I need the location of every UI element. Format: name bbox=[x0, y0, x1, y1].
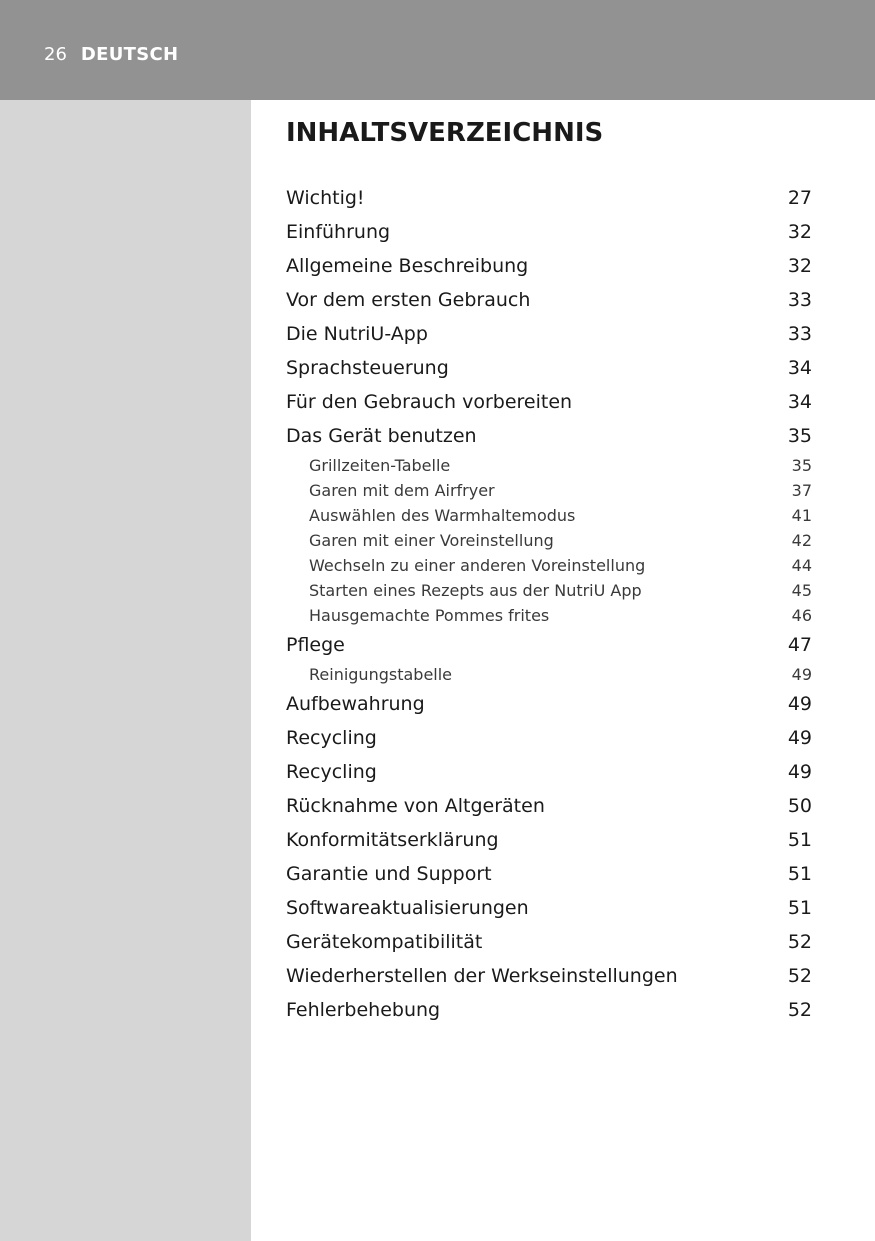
toc-entry[interactable] bbox=[286, 283, 812, 317]
toc-entry-title: Aufbewahrung bbox=[286, 693, 425, 715]
toc-entry-page: 51 bbox=[787, 863, 812, 885]
toc-entry-page: 52 bbox=[787, 999, 812, 1021]
toc-list bbox=[286, 181, 812, 1027]
toc-entry-page: 49 bbox=[787, 693, 812, 715]
toc-entry-page: 32 bbox=[787, 255, 812, 277]
toc-subentry[interactable] bbox=[286, 453, 812, 478]
toc-entry-page: 35 bbox=[787, 425, 812, 447]
toc-entry-title: Garen mit einer Voreinstellung bbox=[309, 531, 554, 550]
side-panel bbox=[0, 100, 251, 1241]
toc-entry[interactable] bbox=[286, 249, 812, 283]
toc-entry-title: Grillzeiten-Tabelle bbox=[309, 456, 451, 475]
toc-entry-title: Einführung bbox=[286, 221, 391, 243]
toc-entry[interactable] bbox=[286, 993, 812, 1027]
toc-subentry[interactable] bbox=[286, 553, 812, 578]
toc-entry-page: 42 bbox=[791, 531, 812, 550]
toc-entry[interactable] bbox=[286, 721, 812, 755]
toc-entry-title: Wechseln zu einer anderen Voreinstellung bbox=[309, 556, 646, 575]
toc-title: INHALTSVERZEICHNIS bbox=[286, 118, 604, 148]
toc-entry-title: Recycling bbox=[286, 727, 377, 749]
toc-entry-page: 34 bbox=[787, 357, 812, 379]
toc-entry-title: Garen mit dem Airfryer bbox=[309, 481, 495, 500]
toc-entry[interactable] bbox=[286, 823, 812, 857]
toc-entry-page: 46 bbox=[791, 606, 812, 625]
toc-entry[interactable] bbox=[286, 687, 812, 721]
toc-entry-page: 32 bbox=[787, 221, 812, 243]
toc-entry-page: 52 bbox=[787, 965, 812, 987]
toc-entry-page: 35 bbox=[791, 456, 812, 475]
table-of-contents bbox=[286, 113, 812, 1027]
toc-entry-page: 49 bbox=[787, 761, 812, 783]
toc-entry-title: Fehlerbehebung bbox=[286, 999, 441, 1021]
toc-entry-page: 49 bbox=[791, 665, 812, 684]
toc-entry-title: Wichtig! bbox=[286, 187, 365, 209]
toc-entry-title: Recycling bbox=[286, 761, 377, 783]
toc-entry-page: 34 bbox=[787, 391, 812, 413]
toc-entry[interactable] bbox=[286, 181, 812, 215]
toc-entry-page: 51 bbox=[787, 829, 812, 851]
toc-entry-title: Konformitätserklärung bbox=[286, 829, 499, 851]
toc-entry-title: Vor dem ersten Gebrauch bbox=[286, 289, 531, 311]
toc-entry[interactable] bbox=[286, 959, 812, 993]
toc-entry-title: Pflege bbox=[286, 634, 345, 656]
toc-entry-title: Sprachsteuerung bbox=[286, 357, 449, 379]
toc-entry-title: Hausgemachte Pommes frites bbox=[309, 606, 550, 625]
toc-entry-title: Rücknahme von Altgeräten bbox=[286, 795, 545, 817]
toc-subentry[interactable] bbox=[286, 528, 812, 553]
toc-entry[interactable] bbox=[286, 857, 812, 891]
toc-entry-title: Reinigungstabelle bbox=[309, 665, 453, 684]
toc-subentry[interactable] bbox=[286, 503, 812, 528]
toc-entry-title: Das Gerät benutzen bbox=[286, 425, 477, 447]
toc-entry-title: Starten eines Rezepts aus der NutriU App bbox=[309, 581, 642, 600]
language-label: DEUTSCH bbox=[80, 44, 179, 65]
toc-entry[interactable] bbox=[286, 419, 812, 453]
toc-entry-page: 51 bbox=[787, 897, 812, 919]
toc-entry-page: 44 bbox=[791, 556, 812, 575]
toc-entry-page: 45 bbox=[791, 581, 812, 600]
toc-entry-page: 33 bbox=[787, 323, 812, 345]
toc-entry-title: Softwareaktualisierungen bbox=[286, 897, 529, 919]
toc-entry-page: 50 bbox=[787, 795, 812, 817]
toc-entry-title: Die NutriU-App bbox=[286, 323, 428, 345]
toc-entry[interactable] bbox=[286, 925, 812, 959]
toc-subentry[interactable] bbox=[286, 603, 812, 628]
toc-entry-title: Gerätekompatibilität bbox=[286, 931, 483, 953]
toc-entry-title: Für den Gebrauch vorbereiten bbox=[286, 391, 573, 413]
toc-entry-page: 49 bbox=[787, 727, 812, 749]
toc-subentry[interactable] bbox=[286, 478, 812, 503]
toc-entry[interactable] bbox=[286, 215, 812, 249]
toc-entry[interactable] bbox=[286, 317, 812, 351]
toc-entry-title: Garantie und Support bbox=[286, 863, 492, 885]
toc-entry-page: 41 bbox=[791, 506, 812, 525]
page-header bbox=[0, 0, 875, 100]
toc-entry[interactable] bbox=[286, 789, 812, 823]
toc-subentry[interactable] bbox=[286, 578, 812, 603]
toc-entry[interactable] bbox=[286, 385, 812, 419]
header-label bbox=[44, 44, 178, 66]
toc-entry-title: Auswählen des Warmhaltemodus bbox=[309, 506, 576, 525]
toc-entry-page: 52 bbox=[787, 931, 812, 953]
toc-entry-title: Wiederherstellen der Werkseinstellungen bbox=[286, 965, 678, 987]
toc-entry-page: 33 bbox=[787, 289, 812, 311]
toc-entry-page: 47 bbox=[787, 634, 812, 656]
toc-entry-page: 27 bbox=[787, 187, 812, 209]
page-number: 26 bbox=[44, 44, 67, 65]
toc-entry-title: Allgemeine Beschreibung bbox=[286, 255, 529, 277]
toc-entry[interactable] bbox=[286, 891, 812, 925]
toc-entry[interactable] bbox=[286, 755, 812, 789]
toc-entry[interactable] bbox=[286, 628, 812, 662]
toc-subentry[interactable] bbox=[286, 662, 812, 687]
toc-entry-page: 37 bbox=[791, 481, 812, 500]
toc-entry[interactable] bbox=[286, 351, 812, 385]
